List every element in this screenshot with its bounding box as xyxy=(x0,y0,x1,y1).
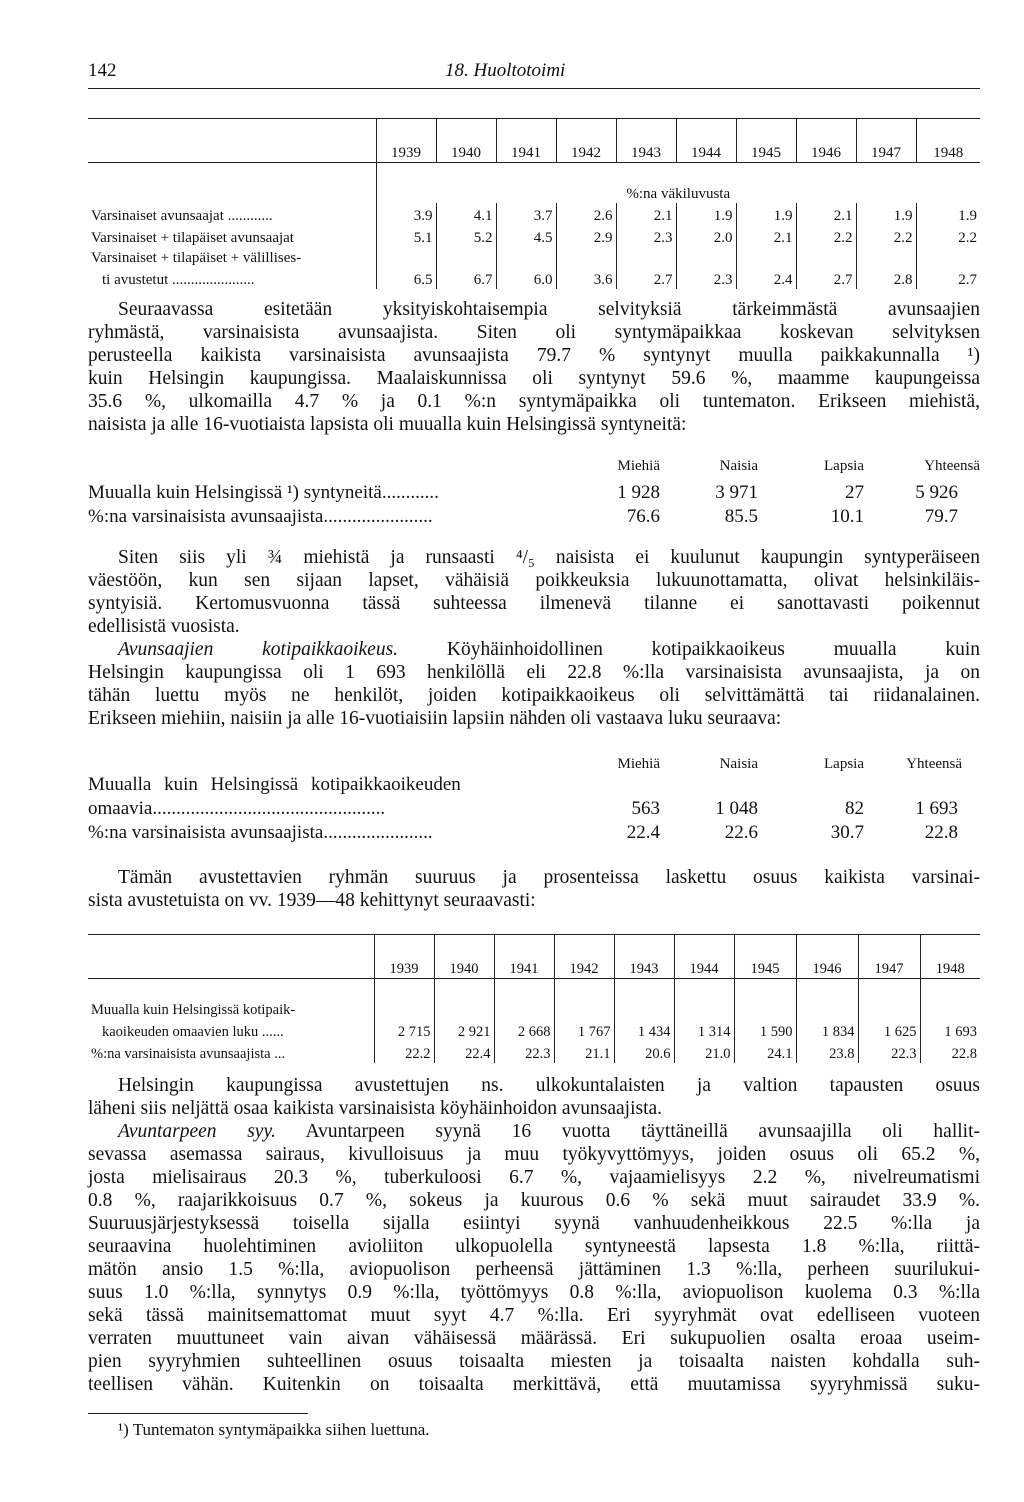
text-line: läheni siis neljättä osaa kaikista varsinaisista köyhäinhoidon avunsaajista. xyxy=(88,1098,663,1119)
column-header: Yhteensä xyxy=(906,756,962,772)
text-line: Helsingin kaupungissa avustettujen ns. ulkokuntalaisten ja valtion tapausten osuus xyxy=(118,1075,980,1096)
column-header: Naisia xyxy=(719,458,758,474)
row-label: Varsinaiset + tilapäiset avunsaajat xyxy=(91,229,294,246)
table-cell: 2.0 xyxy=(676,225,736,247)
text-line: väestöön, kun sen sijaan lapset, vähäisiä poikkeuksia lukuunottamatta, olivat helsinkiläis- xyxy=(88,570,980,591)
text-line: edellisistä vuosista. xyxy=(88,616,240,637)
text-line: 35.6 %, ulkomailla 4.7 % ja 0.1 %:n syntymäpaikka oli tuntematon. Erikseen miehistä, xyxy=(88,391,980,412)
table-cell: 5.1 xyxy=(376,225,436,247)
footnote: ¹) Tuntematon syntymäpaikka siihen luettuna. xyxy=(118,1420,430,1439)
table-cell: 22.4 xyxy=(626,822,660,843)
text-line: naisista ja alle 16-vuotiaista lapsista oli muualla kuin Helsingissä syntyneitä: xyxy=(88,414,687,435)
table-cell: 3.6 xyxy=(556,267,616,289)
table-cell: 2 668 xyxy=(494,1019,554,1041)
row-label: %:na varsinaisista avunsaajista ... xyxy=(91,1045,286,1062)
table-cell: 2.7 xyxy=(796,267,856,289)
table-cell: 2.7 xyxy=(916,267,980,289)
table-cell: 2.1 xyxy=(736,225,796,247)
row-label: Varsinaiset avunsaajat ............ xyxy=(91,207,273,224)
table-cell: 1 314 xyxy=(674,1019,734,1041)
table-cell: 1 834 xyxy=(796,1019,858,1041)
year-header: 1946 xyxy=(796,119,856,163)
table-cell: 3.9 xyxy=(376,203,436,225)
column-header: Miehiä xyxy=(617,756,660,772)
text-line: Seuraavassa esitetään yksityiskohtaisempia selvityksiä tärkeimmästä avunsaajien xyxy=(118,299,980,320)
table-cell: 2.1 xyxy=(796,203,856,225)
section-heading: Avuntarpeen syy. xyxy=(118,1121,276,1142)
header-rule xyxy=(88,88,980,89)
table-subheader: %:na väkiluvusta xyxy=(376,163,980,203)
year-header: 1942 xyxy=(554,935,614,979)
table-cell: 22.4 xyxy=(434,1041,494,1063)
table-cell: 85.5 xyxy=(724,506,758,527)
row-label: Varsinaiset + tilapäiset + välillises- xyxy=(91,249,302,266)
row-label-continued: kaoikeuden omaavien luku ...... xyxy=(102,1023,284,1040)
table-cell: 5 926 xyxy=(915,482,958,503)
table-cell: 2.7 xyxy=(616,267,676,289)
table-cell: 2.2 xyxy=(916,225,980,247)
year-header: 1948 xyxy=(916,119,980,163)
column-header: Yhteensä xyxy=(924,458,980,474)
running-header xyxy=(88,60,980,84)
text-line: sevassa asemassa sairaus, kivulloisuus ja muu työkyvyttömyys, joiden osuus oli 65.2 %, xyxy=(88,1144,980,1165)
year-header: 1945 xyxy=(736,119,796,163)
year-header: 1944 xyxy=(676,119,736,163)
table-cell: 30.7 xyxy=(830,822,864,843)
table-cell: 24.1 xyxy=(734,1041,796,1063)
table-cell: 1.9 xyxy=(916,203,980,225)
table-row xyxy=(88,1041,980,1063)
row-label: %:na varsinaisista avunsaajista....................... xyxy=(88,822,433,843)
text-line: Siten siis yli ¾ miehistä ja runsaasti ⁴/₅ naisista ei kuulunut kaupungin syntyperäiseen xyxy=(118,547,980,568)
table-cell: 2.8 xyxy=(856,267,916,289)
table-cell: 22.2 xyxy=(374,1041,434,1063)
table-cell: 21.0 xyxy=(674,1041,734,1063)
table-cell: 20.6 xyxy=(614,1041,674,1063)
table-cell: 563 xyxy=(631,798,660,819)
row-label-continued: ti avustetut ...................... xyxy=(102,271,255,288)
footnote-rule xyxy=(88,1413,308,1414)
year-header: 1948 xyxy=(920,935,980,979)
table-cell: 1 434 xyxy=(614,1019,674,1041)
table-cell: 22.8 xyxy=(920,1041,980,1063)
table-cell: 2.4 xyxy=(736,267,796,289)
domicile-table xyxy=(88,756,980,846)
year-header: 1947 xyxy=(856,119,916,163)
text-line: syntyisiä. Kertomusvuonna tässä suhteessa ilmenevä tilanne ei sanottavasti poikennut xyxy=(88,593,980,614)
table-row xyxy=(88,225,980,247)
row-label: Muualla kuin Helsingissä kotipaikkaoikeuden xyxy=(88,774,461,795)
table-cell: 2 715 xyxy=(374,1019,434,1041)
table-cell: 1.9 xyxy=(676,203,736,225)
table-cell: 1.9 xyxy=(856,203,916,225)
text-line: sekä tässä mainitsemattomat muut syyt 4.7 %:lla. Eri syyryhmät ovat edelliseen vuoteen xyxy=(88,1305,980,1326)
year-header: 1947 xyxy=(858,935,920,979)
text-line: 0.8 %, raajarikkoisuus 0.7 %, sokeus ja kuurous 0.6 % sekä muut sairaudet 33.9 %. xyxy=(88,1190,980,1211)
table-row xyxy=(88,1019,980,1041)
table-cell: 6.0 xyxy=(496,267,556,289)
table-cell: 1 693 xyxy=(915,798,958,819)
table-cell: 1 048 xyxy=(715,798,758,819)
paragraph-birthplace xyxy=(88,298,980,436)
year-header: 1939 xyxy=(374,935,434,979)
population-share-table xyxy=(88,118,980,289)
text-line: Avuntarpeen syynä 16 vuotta täyttäneillä avunsaajilla oli hallit- xyxy=(275,1121,980,1142)
table-cell: 3 971 xyxy=(715,482,758,503)
table-cell: 5.2 xyxy=(436,225,496,247)
year-header: 1941 xyxy=(496,119,556,163)
row-label: Muualla kuin Helsingissä ¹) syntyneitä............ xyxy=(88,482,439,503)
year-header: 1941 xyxy=(494,935,554,979)
text-line: teellisen vähän. Kuitenkin on toisaalta merkittävä, että muutamissa syyryhmissä suku- xyxy=(88,1374,980,1395)
table-cell: 1 625 xyxy=(858,1019,920,1041)
paragraph-origin-summary xyxy=(88,546,980,638)
section-heading: Avunsaajien kotipaikkaoikeus. xyxy=(118,639,399,660)
table-cell: 6.7 xyxy=(436,267,496,289)
column-header: Lapsia xyxy=(824,458,864,474)
text-line: Helsingin kaupungissa oli 1 693 henkilöllä eli 22.8 %:lla varsinaisista avunsaajista, ja on xyxy=(88,662,980,683)
table-cell: 23.8 xyxy=(796,1041,858,1063)
year-header: 1942 xyxy=(556,119,616,163)
text-line: ryhmästä, varsinaisista avunsaajista. Siten oli syntymäpaikkaa koskevan selvityksen xyxy=(88,322,980,343)
text-line: tähän luettu myös ne henkilöt, joiden kotipaikkaoikeus oli selvittämättä tai riidanalainen. xyxy=(88,685,980,706)
year-header: 1943 xyxy=(616,119,676,163)
text-line: josta mielisairaus 20.3 %, tuberkuloosi 6.7 %, vajaamielisyys 2.2 %, nivelreumatismi xyxy=(88,1167,980,1188)
year-header: 1940 xyxy=(436,119,496,163)
row-label: Muualla kuin Helsingissä kotipaik- xyxy=(91,1001,296,1018)
table-cell: 79.7 xyxy=(924,506,958,527)
paragraph-domicile xyxy=(88,638,980,730)
text-line: verraten muuttuneet vain aivan vähäisessä määrässä. Eri sukupuolien osalta eroaa useim- xyxy=(88,1328,980,1349)
non-resident-table xyxy=(88,934,980,1063)
page-number: 142 xyxy=(88,60,117,81)
year-header: 1940 xyxy=(434,935,494,979)
table-cell: 1 767 xyxy=(554,1019,614,1041)
table-cell: 1 590 xyxy=(734,1019,796,1041)
column-header: Naisia xyxy=(719,756,758,772)
table-cell: 1 928 xyxy=(617,482,660,503)
text-line: suus 1.0 %:lla, synnytys 0.9 %:lla, työttömyys 0.8 %:lla, aviopuolison kuolema 0.3 %:lla xyxy=(88,1282,980,1303)
table-cell: 22.6 xyxy=(724,822,758,843)
text-line: Suuruusjärjestyksessä toisella sijalla esiintyi syynä vanhuudenheikkous 22.5 %:lla ja xyxy=(88,1213,980,1234)
text-line: Erikseen miehiin, naisiin ja alle 16-vuotiaisiin lapsiin nähden oli vastaava luku seuraava: xyxy=(88,708,782,729)
year-header: 1946 xyxy=(796,935,858,979)
table-cell: 2.3 xyxy=(676,267,736,289)
table-cell: 22.3 xyxy=(858,1041,920,1063)
table-cell: 10.1 xyxy=(830,506,864,527)
table-cell: 6.5 xyxy=(376,267,436,289)
table-cell: 1.9 xyxy=(736,203,796,225)
table-row xyxy=(88,247,980,267)
birthplace-table xyxy=(88,458,980,528)
table-cell: 2.3 xyxy=(616,225,676,247)
table-cell: 4.1 xyxy=(436,203,496,225)
column-header: Lapsia xyxy=(824,756,864,772)
table-cell: 22.8 xyxy=(924,822,958,843)
text-line: pien syyryhmien suhteellinen osuus toisaalta miesten ja toisaalta naisten kohdalla suh- xyxy=(88,1351,980,1372)
year-header: 1945 xyxy=(734,935,796,979)
paragraph-non-resident-share xyxy=(88,1074,980,1120)
paragraph-group-trend xyxy=(88,866,980,912)
table-cell: 1 693 xyxy=(920,1019,980,1041)
table-cell: 21.1 xyxy=(554,1041,614,1063)
text-line: Köyhäinhoidollinen kotipaikkaoikeus muualla kuin xyxy=(398,639,980,660)
text-line: perusteella kaikista varsinaisista avunsaajista 79.7 % syntynyt muulla paikkakunnalla ¹) xyxy=(88,345,980,366)
table-cell: 2.6 xyxy=(556,203,616,225)
table-cell: 2 921 xyxy=(434,1019,494,1041)
table-cell: 76.6 xyxy=(626,506,660,527)
text-line: mätön ansio 1.5 %:lla, aviopuolison perheensä jättäminen 1.3 %:lla, perheen suurilukui- xyxy=(88,1259,980,1280)
table-cell: 27 xyxy=(845,482,864,503)
text-line: seuraavina huolehtiminen avioliiton ulkopuolella syntyneestä lapsesta 1.8 %:lla, riittä- xyxy=(88,1236,980,1257)
table-cell: 3.7 xyxy=(496,203,556,225)
table-cell: 2.2 xyxy=(796,225,856,247)
year-header: 1943 xyxy=(614,935,674,979)
chapter-title: 18. Huoltotoimi xyxy=(445,60,566,81)
table-row xyxy=(88,267,980,289)
paragraph-cause-of-need xyxy=(88,1120,980,1396)
row-label: %:na varsinaisista avunsaajista....................... xyxy=(88,506,433,527)
table-cell: 22.3 xyxy=(494,1041,554,1063)
column-header: Miehiä xyxy=(617,458,660,474)
table-cell: 4.5 xyxy=(496,225,556,247)
text-line: Tämän avustettavien ryhmän suuruus ja prosenteissa laskettu osuus kaikista varsinai- xyxy=(118,867,980,888)
text-line: sista avustetuista on vv. 1939—48 kehittynyt seuraavasti: xyxy=(88,890,536,911)
table-cell: 2.1 xyxy=(616,203,676,225)
table-row xyxy=(88,203,980,225)
table-cell: 2.2 xyxy=(856,225,916,247)
text-line: kuin Helsingin kaupungissa. Maalaiskunnissa oli syntynyt 59.6 %, maamme kaupungeissa xyxy=(88,368,980,389)
table-cell: 82 xyxy=(845,798,864,819)
year-header: 1939 xyxy=(376,119,436,163)
table-cell: 2.9 xyxy=(556,225,616,247)
row-label-continued: omaavia................................................. xyxy=(88,798,386,819)
year-header: 1944 xyxy=(674,935,734,979)
